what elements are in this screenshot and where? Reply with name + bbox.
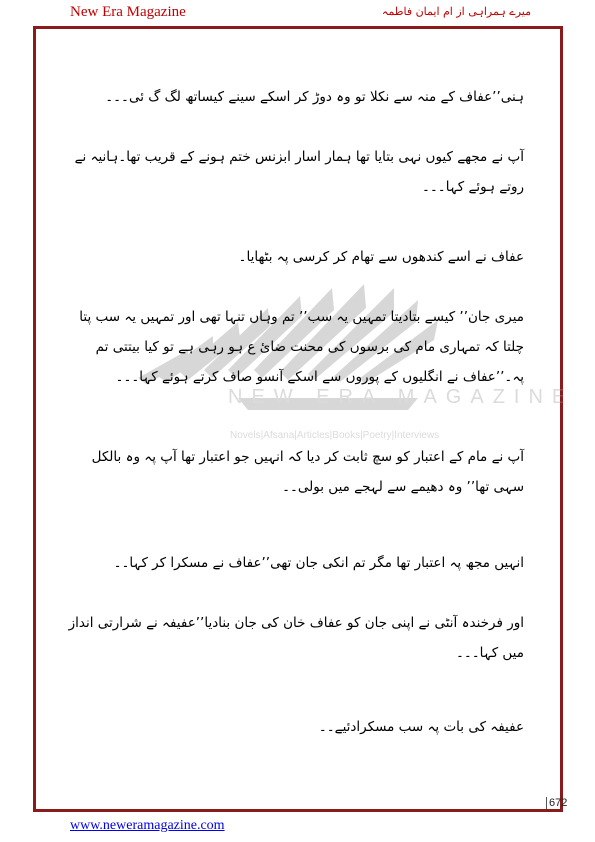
paragraph-6: انہیں مجھ پہ اعتبار تھا مگر تم انکی جان تھی’’عفاف نے مسکرا کر کہا۔۔ <box>113 555 524 571</box>
page-number: 672 <box>546 797 567 809</box>
watermark-subtitle: Novels|Afsana|Articles|Books|Poetry|Interviews <box>230 430 440 441</box>
paragraph-2: آپ نے مجھے کیوں نہی بتایا تھا ہمار اسار ابزنس ختم ہونے کے قریب تھا۔ہانیہ نے روتے ہوئے کہا۔۔۔ <box>74 149 524 195</box>
footer-website-link[interactable]: www.neweramagazine.com <box>70 818 225 833</box>
paragraph-4: میری جان’’ کیسے بتادیتا تمہیں یہ سب’’ تم وہاں تنہا تھی اور تمہیں یہ سب پتا چلتا کہ تمہاری مام کی برسوں کی محنت ضائ ع ہو رہی ہے تو کیا بیتتی تم پہ۔’’عفاف نے انگلیوں کے پوروں سے اسکے آنسو صاف کرتے ہوئے کہا۔۔۔ <box>79 309 524 385</box>
header-magazine-name: New Era Magazine <box>70 4 186 20</box>
header-story-title: میرے ہمراہی از ام ایمان فاطمہ <box>381 5 531 18</box>
watermark-title: NEW ERA MAGAZINE <box>228 386 575 408</box>
paragraph-3: عفاف نے اسے کندھوں سے تھام کر کرسی پہ بٹھایا۔ <box>238 249 524 265</box>
paragraph-7: اور فرخندہ آنٹی نے اپنی جان کو عفاف خان کی جان بنادیا’’عفیفہ نے شرارتی انداز میں کہا۔۔۔ <box>68 615 524 661</box>
paragraph-8: عفیفہ کی بات پہ سب مسکرادئیے۔۔ <box>318 719 524 735</box>
paragraph-1: ہنی’’عفاف کے منہ سے نکلا تو وہ دوڑ کر اسکے سینے کیساتھ لگ گ ئی۔۔۔ <box>105 89 524 105</box>
paragraph-5: آپ نے مام کے اعتبار کو سچ ثابت کر دیا کہ انہیں جو اعتبار تھا آپ پہ وہ بالکل سہی تھا’’ وہ دھیمے سے لہجے میں بولی۔۔ <box>91 449 524 495</box>
